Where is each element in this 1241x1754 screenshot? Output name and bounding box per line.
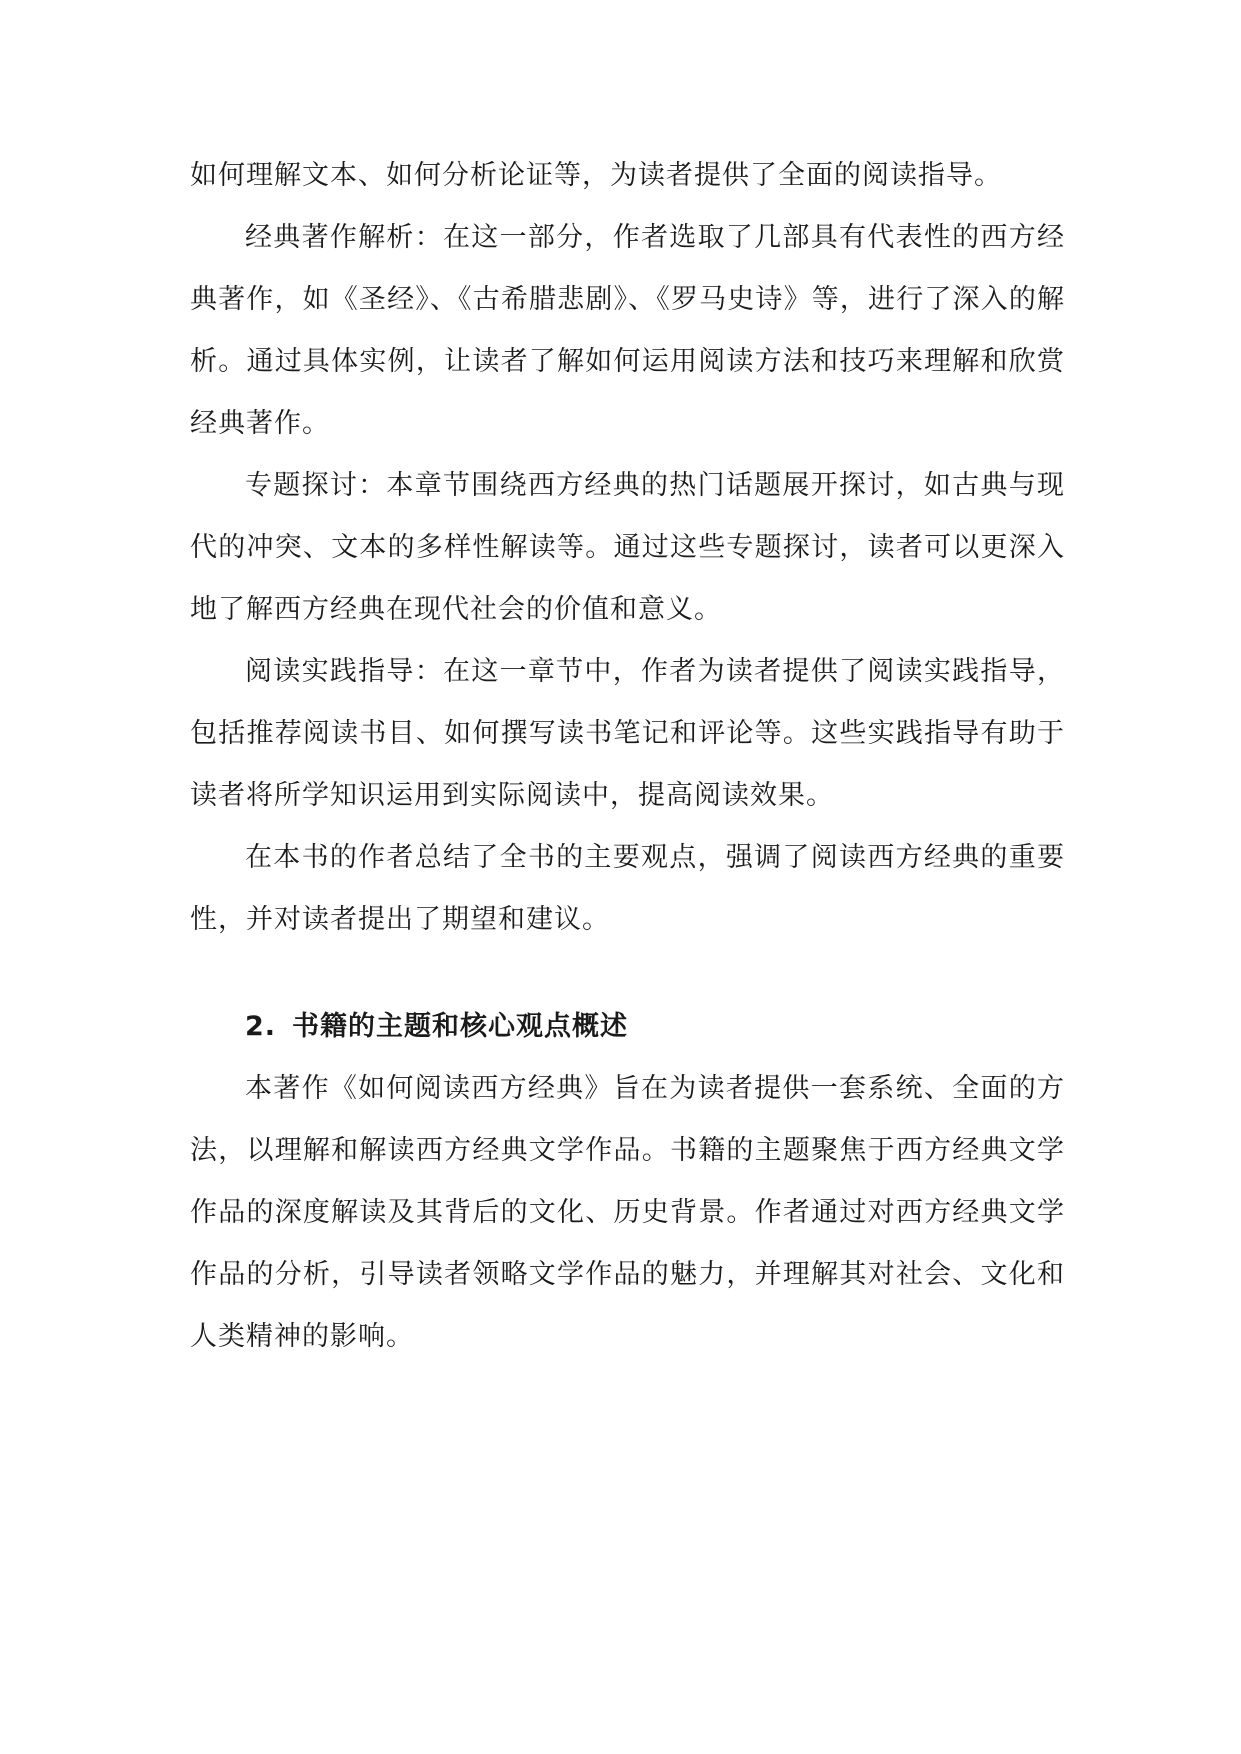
document-body bbox=[190, 145, 1065, 1368]
paragraph-continuation: 如何理解文本、如何分析论证等，为读者提供了全面的阅读指导。 bbox=[190, 160, 1002, 191]
section-heading bbox=[190, 996, 1065, 1058]
paragraph-book-summary: 在本书的作者总结了全书的主要观点，强调了阅读西方经典的重要性，并对读者提出了期望和建议。 bbox=[190, 842, 1065, 935]
paragraph-theme-overview: 本著作《如何阅读西方经典》旨在为读者提供一套系统、全面的方法，以理解和解读西方经典文学作品。书籍的主题聚焦于西方经典文学作品的深度解读及其背后的文化、历史背景。作者通过对西方经典文学作品的分析，引导读者领略文学作品的魅力，并理解其对社会、文化和人类精神的影响。 bbox=[190, 1073, 1065, 1352]
section-title: 书籍的主题和核心观点概述 bbox=[292, 1011, 629, 1042]
paragraph-topic-discussion: 专题探讨：本章节围绕西方经典的热门话题展开探讨，如古典与现代的冲突、文本的多样性解读等。通过这些专题探讨，读者可以更深入地了解西方经典在现代社会的价值和意义。 bbox=[190, 470, 1065, 625]
section-number: 2. bbox=[245, 1011, 277, 1042]
paragraph-classic-works-analysis: 经典著作解析：在这一部分，作者选取了几部具有代表性的西方经典著作，如《圣经》、《古希腊悲剧》、《罗马史诗》等，进行了深入的解析。通过具体实例，让读者了解如何运用阅读方法和技巧来理解和欣赏经典著作。 bbox=[190, 222, 1065, 439]
paragraph-reading-practice: 阅读实践指导：在这一章节中，作者为读者提供了阅读实践指导，包括推荐阅读书目、如何撰写读书笔记和评论等。这些实践指导有助于读者将所学知识运用到实际阅读中，提高阅读效果。 bbox=[190, 656, 1065, 811]
